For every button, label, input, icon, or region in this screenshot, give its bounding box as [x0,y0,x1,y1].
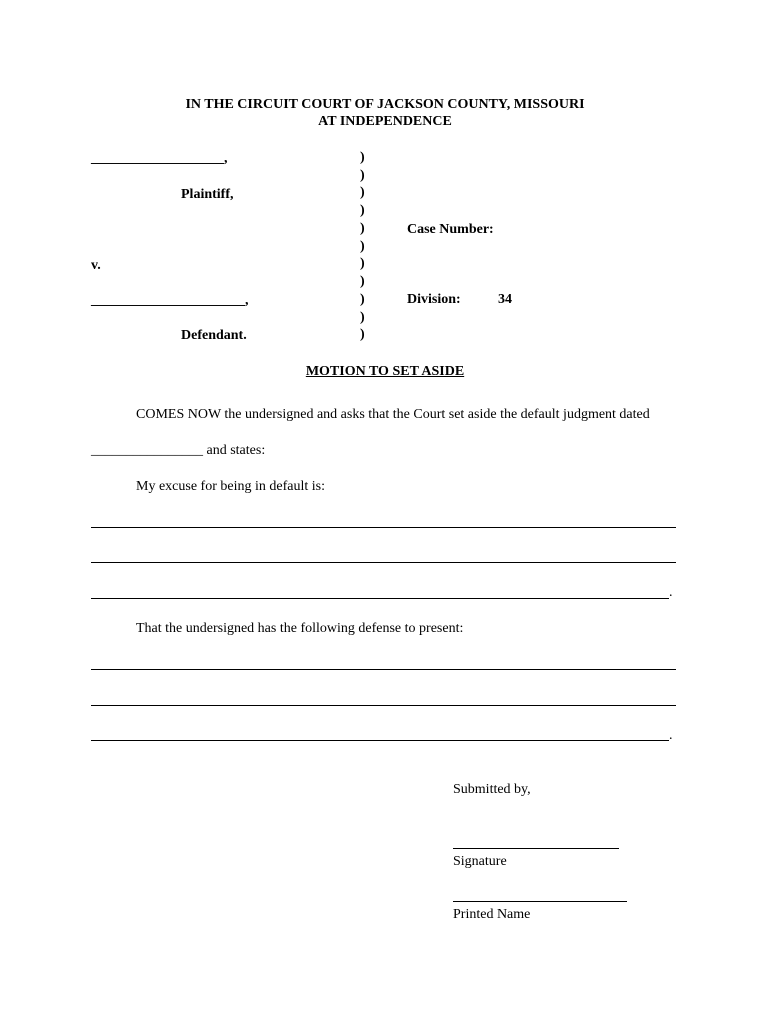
caption-paren: ) [360,203,365,218]
signature-label: Signature [453,854,507,869]
judgment-date-blank: ________________ [91,443,203,458]
motion-title: MOTION TO SET ASIDE [305,364,465,379]
caption-paren: ) [360,274,365,289]
defense-line [91,740,669,741]
signature-line [453,848,619,849]
plaintiff-label: Plaintiff, [181,187,234,202]
excuse-label: My excuse for being in default is: [136,479,325,494]
caption-paren: ) [360,150,365,165]
date-line [91,442,265,459]
versus-label: v. [91,258,101,273]
court-heading: IN THE CIRCUIT COURT OF JACKSON COUNTY, MISSOURI [185,97,585,112]
caption-paren: ) [360,221,365,236]
caption-paren: ) [360,310,365,325]
defendant-name-blank: ______________________, [91,293,249,308]
defense-label: That the undersigned has the following defense to present: [136,621,464,636]
intro-paragraph: COMES NOW the undersigned and asks that the Court set aside the default judgment dated [136,407,650,422]
defense-line [91,669,676,670]
submitted-by-label: Submitted by, [453,782,531,797]
printed-name-label: Printed Name [453,907,531,922]
caption-paren: ) [360,185,365,200]
plaintiff-name-blank: ___________________, [91,151,228,166]
defendant-label: Defendant. [181,328,247,343]
excuse-period: . [669,585,673,600]
court-location: AT INDEPENDENCE [318,114,452,129]
defense-period: . [669,728,673,743]
excuse-line [91,562,676,563]
division-value: 34 [498,292,512,307]
defense-line [91,705,676,706]
caption-paren: ) [360,327,365,342]
case-number-label: Case Number: [407,222,494,237]
caption-paren: ) [360,256,365,271]
caption-paren: ) [360,168,365,183]
and-states-text: and states: [203,443,266,458]
excuse-line [91,598,669,599]
caption-paren: ) [360,239,365,254]
division-label: Division: [407,292,461,307]
printed-name-line [453,901,627,902]
caption-paren: ) [360,292,365,307]
excuse-line [91,527,676,528]
